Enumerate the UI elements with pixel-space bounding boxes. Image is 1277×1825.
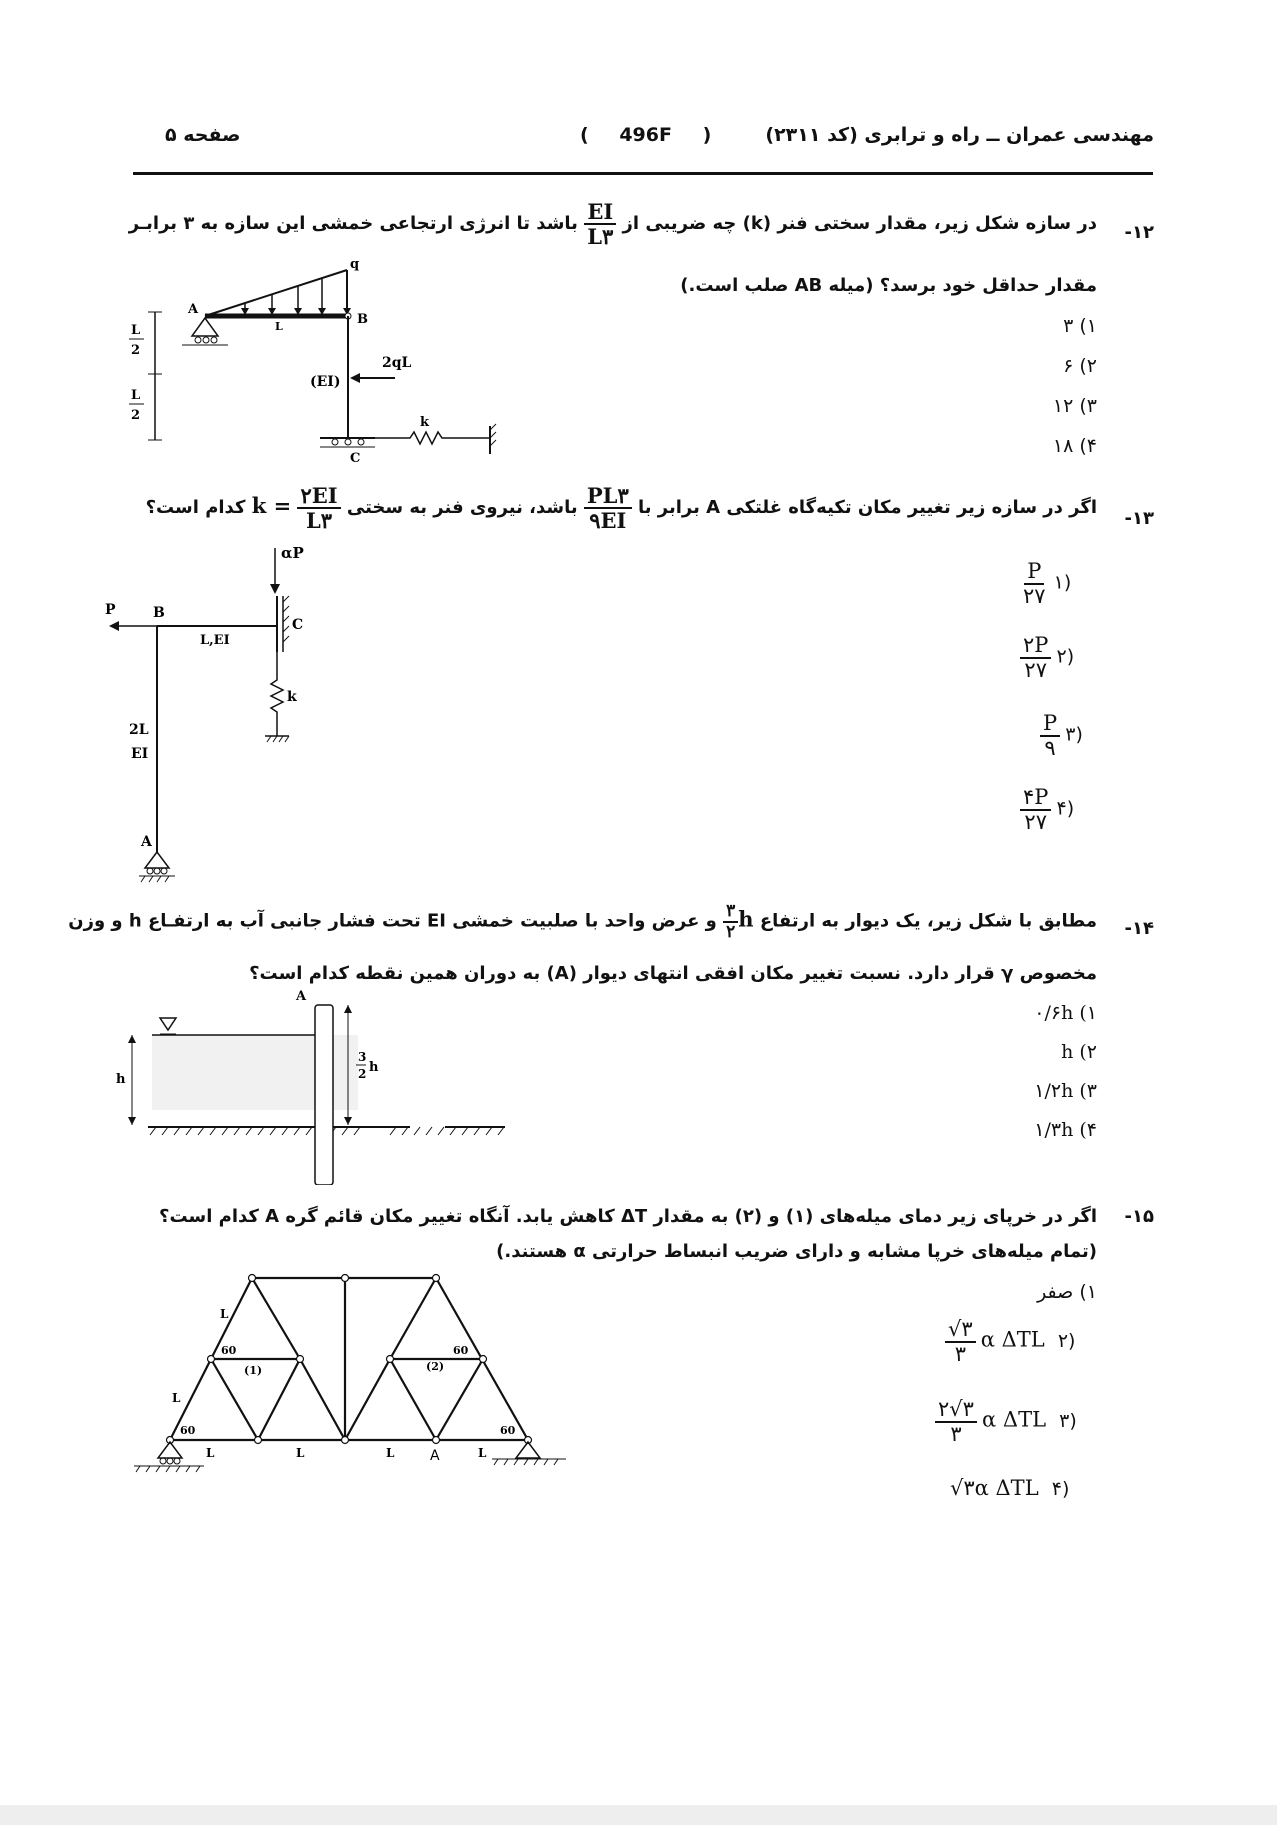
q12-number: -۱۲ xyxy=(1124,222,1154,243)
q15-opt2-num: √۳ xyxy=(945,1318,976,1343)
q14-option-3[interactable]: ۳) ۱/۲h xyxy=(1034,1080,1097,1102)
q15-label-L-6: L xyxy=(478,1446,487,1460)
q15-angle-1: 60 xyxy=(221,1344,237,1357)
q15-opt3-label: ۳) xyxy=(1059,1409,1077,1432)
q14-option-1[interactable]: ۱) ۰/۶h xyxy=(1034,1002,1097,1024)
q15-label-L-3: L xyxy=(206,1446,215,1460)
q12-half-num-1: L xyxy=(131,323,141,338)
q13-opt3-den: ۹ xyxy=(1044,736,1056,761)
q13-text-b: باشد، نیروی فنر به سختی xyxy=(346,497,578,519)
q12-label-B: B xyxy=(357,312,368,327)
q13-label-k: k xyxy=(287,689,297,705)
q13-number: -۱۳ xyxy=(1124,508,1154,529)
q14-fraction xyxy=(723,902,738,941)
q13-frac2-num: ۲EI xyxy=(297,484,340,509)
q12-line2: مقدار حداقل خود برسد؟ (میله AB صلب است.) xyxy=(680,275,1097,296)
q14-text-b: و عرض واحد با صلبیت خمشی EI تحت فشار جانبی آب به ارتفـاع h و وزن xyxy=(68,910,717,932)
header-rule xyxy=(133,172,1153,175)
q13-frame-figure xyxy=(95,540,355,890)
page-bottom-strip xyxy=(0,1805,1277,1825)
q15-line1: اگر در خرپای زیر دمای میله‌های (۱) و (۲) به مقدار ΔT کاهش یابد. آنگاه تغییر مکان قائم گره A کدام است؟ xyxy=(159,1206,1097,1227)
q13-fraction-1 xyxy=(584,484,632,532)
q15-option-2[interactable] xyxy=(945,1318,1075,1366)
q15-member-1: (1) xyxy=(244,1364,263,1377)
q15-node-A: A xyxy=(430,1448,440,1464)
q13-label-aP: αP xyxy=(281,544,304,562)
q15-number: -۱۵ xyxy=(1124,1206,1154,1227)
q14-option-2[interactable]: ۲) h xyxy=(1061,1041,1097,1063)
q13-label-A: A xyxy=(141,834,152,850)
q13-option-4[interactable] xyxy=(1020,786,1074,834)
q13-fraction-2 xyxy=(297,484,340,532)
code-value: 496F xyxy=(619,124,672,146)
q14-frac-num: ۳ xyxy=(723,902,738,923)
q15-label-L-2: L xyxy=(172,1391,181,1405)
q12-half-den-2: 2 xyxy=(131,408,141,423)
q13-opt2-label: ۲) xyxy=(1056,645,1075,668)
q14-text-a: مطابق با شکل زیر، یک دیوار به ارتفاع xyxy=(759,910,1097,932)
q14-number: -۱۴ xyxy=(1124,918,1154,939)
q13-opt2-den: ۲۷ xyxy=(1024,658,1047,683)
q15-line2: (تمام میله‌های خرپا مشابه و دارای ضریب انبساط حرارتی α هستند.) xyxy=(496,1241,1097,1262)
q12-option-3[interactable]: ۳) ۱۲ xyxy=(1052,395,1097,417)
q15-opt4-text: √۳α ΔTL xyxy=(950,1476,1039,1500)
q13-line1 xyxy=(146,484,1097,532)
q14-frac-den: ۲ xyxy=(726,921,736,942)
q13-opt1-num: P xyxy=(1024,560,1044,585)
q14-wall-num: 3 xyxy=(358,1050,367,1064)
q15-opt1-label: ۱) xyxy=(1079,1281,1097,1303)
q12-label-q: q xyxy=(350,257,360,272)
q12-label-k: k xyxy=(420,415,430,430)
q13-label-LEI: L,EI xyxy=(200,633,230,648)
q13-opt1-label: ۱) xyxy=(1053,571,1072,594)
q13-frac1-num: PL۳ xyxy=(584,484,632,509)
q13-label-EI: EI xyxy=(131,746,149,762)
q15-angle-4: 60 xyxy=(500,1424,516,1437)
page-number: صفحه ۵ xyxy=(165,124,241,146)
q15-angle-3: 60 xyxy=(453,1344,469,1357)
q15-opt3-den: ۳ xyxy=(950,1422,962,1447)
q15-option-3[interactable] xyxy=(935,1398,1077,1446)
q13-text-a: اگر در سازه زیر تغییر مکان تکیه‌گاه غلتکی A برابر با xyxy=(638,497,1097,519)
code-open: ( xyxy=(580,124,589,146)
q12-text-a: در سازه شکل زیر، مقدار سختی فنر (k) چه ضریبی از xyxy=(622,213,1097,235)
q13-label-P: P xyxy=(105,602,116,618)
q12-fraction xyxy=(584,200,616,248)
q13-option-1[interactable] xyxy=(1020,560,1071,608)
q13-label-C: C xyxy=(292,617,304,633)
q15-opt4-label: ۴) xyxy=(1051,1478,1070,1500)
q13-label-2L: 2L xyxy=(129,722,149,738)
q15-option-1[interactable] xyxy=(1037,1281,1097,1303)
code-close: ) xyxy=(702,124,712,146)
q13-opt4-den: ۲۷ xyxy=(1024,810,1047,835)
q13-opt1-den: ۲۷ xyxy=(1023,584,1046,609)
q12-label-L: L xyxy=(275,320,283,333)
exam-title: مهندسی عمران ــ راه و ترابری (کد ۲۳۱۱) xyxy=(765,124,1154,146)
q14-wall-h: h xyxy=(369,1060,379,1075)
exam-code xyxy=(580,124,711,146)
q13-label-B: B xyxy=(153,605,165,621)
q15-label-L-4: L xyxy=(296,1446,305,1460)
q14-h: h xyxy=(738,906,754,932)
q15-truss-figure xyxy=(120,1260,590,1490)
q12-frac-num: EI xyxy=(584,200,616,225)
q12-half-den-1: 2 xyxy=(131,343,141,358)
q15-angle-2: 60 xyxy=(180,1424,196,1437)
q13-opt3-num: P xyxy=(1040,712,1060,737)
q14-label-h: h xyxy=(116,1072,126,1087)
q12-option-1[interactable]: ۱) ۳ xyxy=(1063,315,1097,337)
q15-opt2-tail: α ΔTL xyxy=(980,1327,1045,1352)
q15-option-4[interactable] xyxy=(950,1476,1069,1500)
q15-opt3-tail: α ΔTL xyxy=(982,1407,1047,1432)
q15-label-L-5: L xyxy=(386,1446,395,1460)
q14-line1 xyxy=(68,902,1097,941)
q12-option-4[interactable]: ۴) ۱۸ xyxy=(1052,435,1097,457)
q14-label-A: A xyxy=(296,989,307,1004)
q13-option-2[interactable] xyxy=(1020,634,1074,682)
q13-opt3-label: ۳) xyxy=(1065,723,1083,746)
q13-opt4-label: ۴) xyxy=(1056,797,1075,820)
q15-member-2: (2) xyxy=(426,1360,445,1373)
q14-line2: مخصوص γ قرار دارد. نسبت تغییر مکان افقی انتهای دیوار (A) به دوران همین نقطه کدام است؟ xyxy=(249,963,1097,984)
q13-option-3[interactable] xyxy=(1040,712,1083,760)
q13-frac2-den: L۳ xyxy=(306,508,333,534)
q15-label-L-1: L xyxy=(220,1307,229,1321)
q13-k-eq: k = xyxy=(251,493,292,519)
q12-text-b: باشد تا انرژی ارتجاعی خمشی این سازه به ۳ برابـر xyxy=(128,213,578,235)
q12-half-num-2: L xyxy=(131,388,141,403)
q12-label-A: A xyxy=(188,302,199,317)
q13-text-c: کدام است؟ xyxy=(145,497,246,519)
q12-frac-den: L۳ xyxy=(587,224,614,250)
q14-wall-den: 2 xyxy=(358,1067,367,1081)
q13-opt2-num: ۲P xyxy=(1020,634,1051,659)
q13-opt4-num: ۴P xyxy=(1020,786,1051,811)
q14-option-4[interactable]: ۴) ۱/۳h xyxy=(1034,1119,1097,1141)
q15-opt2-den: ۳ xyxy=(954,1342,966,1367)
q13-frac1-den: ۹EI xyxy=(589,508,627,534)
q12-line1 xyxy=(129,200,1097,248)
q12-option-2[interactable]: ۲) ۶ xyxy=(1063,355,1097,377)
q12-frame-figure xyxy=(120,250,520,470)
q14-wall-figure xyxy=(110,985,510,1185)
q12-label-EI: (EI) xyxy=(310,374,341,390)
q12-label-C: C xyxy=(350,451,361,466)
q15-opt1-text: صفر xyxy=(1037,1281,1074,1303)
q12-label-load: 2qL xyxy=(382,355,412,371)
q15-opt3-num: ۲√۳ xyxy=(935,1398,977,1423)
q15-opt2-label: ۲) xyxy=(1057,1329,1076,1352)
